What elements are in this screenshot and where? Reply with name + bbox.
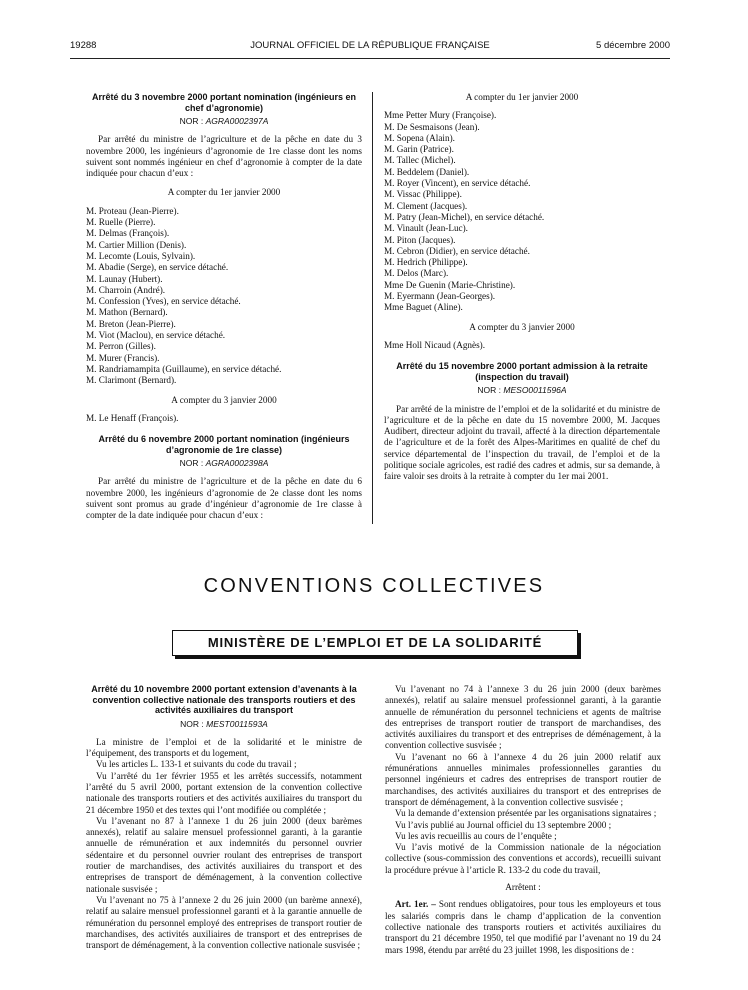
list-item: M. Vinault (Jean-Luc). <box>384 223 468 234</box>
left-column-bottom <box>86 684 362 951</box>
list-item: M. Ruelle (Pierre). <box>86 217 156 228</box>
list-item: M. Hedrich (Philippe). <box>384 257 468 268</box>
list-item: M. De Sesmaisons (Jean). <box>384 121 480 132</box>
issue-date: 5 décembre 2000 <box>596 40 670 51</box>
list-item: M. Cebron (Didier), en service détaché. <box>384 245 530 256</box>
list-item: Mme Baguet (Aline). <box>384 302 463 313</box>
list-item: M. Confession (Yves), en service détaché. <box>86 296 241 307</box>
paragraph: Vu les articles L. 133-1 et suivants du code du travail ; <box>96 759 297 770</box>
article-1-names-2 <box>86 413 362 424</box>
article-label: Art. 1er. – <box>395 899 436 910</box>
list-item: M. Lecomte (Louis, Sylvain). <box>86 250 196 261</box>
header-rule <box>70 58 670 59</box>
paragraph: Vu la demande d’extension présentée par les organisations signataires ; <box>395 808 657 819</box>
list-item: M. Delos (Marc). <box>384 268 449 279</box>
list-item: M. Piton (Jacques). <box>384 234 456 245</box>
arretent-label: Arrêtent : <box>505 882 541 893</box>
left-column-top <box>86 92 362 522</box>
list-item: M. Patry (Jean-Michel), en service détaché. <box>384 211 545 222</box>
list-item: M. Charroin (André). <box>86 284 166 295</box>
article-1-body: Par arrêté du ministre de l’agriculture et de la pêche en date du 3 novembre 2000, les ingénieurs d’agronomie de 1re classe dont les noms suivent sont nommés ingénieur en chef d’agronomie à compter de la date indiquée pour chacun d’eux : <box>86 134 362 179</box>
article-1-names-1 <box>86 206 362 387</box>
paragraph: Vu l’avenant no 66 à l’annexe 4 du 26 juin 2000 relatif aux rémunérations annuelles minimales professionnelles garanties du personnel ingénieurs et cadres des entreprises de transport routier de marchandises, des activités auxiliaires du transport et des entreprises de transport de déménagement, à la convention collective susvisée ; <box>385 751 661 807</box>
article-4-nor: NOR : MEST0011593A <box>180 718 268 729</box>
list-item: M. Abadie (Serge), en service détaché. <box>86 262 229 273</box>
article-2-title: Arrêté du 6 novembre 2000 portant nomination (ingénieurs d’agronomie de 1re classe) <box>98 434 350 455</box>
ministry-banner: MINISTÈRE DE L’EMPLOI ET DE LA SOLIDARITÉ <box>172 630 578 656</box>
section-heading: CONVENTIONS COLLECTIVES <box>203 575 545 597</box>
column-divider <box>372 92 373 524</box>
list-item: M. Garin (Patrice). <box>384 144 454 155</box>
list-item: M. Eyermann (Jean-Georges). <box>384 291 496 302</box>
paragraph: Vu l’avenant no 75 à l’annexe 2 du 26 juin 2000 (un barème annexé), relatif au salaire mensuel professionnel garanti et à la garantie annuelle de rémunération du personnel employé des entreprises de transport routier de marchandises, des activités auxiliaires de transport et des entreprises de transport de déménagement, à la convention collective nationale susvisée ; <box>86 894 362 951</box>
list-item: M. Perron (Gilles). <box>86 341 156 352</box>
article-1-subheading-2: A compter du 3 janvier 2000 <box>171 394 277 405</box>
right-subheading-1: A compter du 1er janvier 2000 <box>465 92 579 102</box>
paragraph: Vu l’arrêté du 1er février 1955 et les arrêtés successifs, notamment l’arrêté du 5 avril 2000, portant extension de la convention collective nationale des transports routiers et des activités auxiliaires du transport du 21 décembre 1950 et des textes qui l’ont modifiée ou complétée ; <box>86 770 362 815</box>
paragraph: Vu les avis recueillis au cours de l’enquête ; <box>395 830 557 841</box>
right-column-top <box>384 92 660 483</box>
right-names-1 <box>384 110 660 313</box>
page-header <box>70 40 670 54</box>
list-item: M. Proteau (Jean-Pierre). <box>86 205 179 216</box>
article-3-nor: NOR : MESO0011596A <box>477 385 567 396</box>
journal-title: JOURNAL OFFICIEL DE LA RÉPUBLIQUE FRANÇAISE <box>250 40 490 51</box>
article-1-subheading-1: A compter du 1er janvier 2000 <box>167 187 281 198</box>
list-item: M. Delmas (François). <box>86 228 170 239</box>
article-text: Sont rendues obligatoires, pour tous les employeurs et tous les salariés compris dans le champ d’application de la convention collective nationale des transports routiers et activités auxiliaires du transport du 21 décembre 1950, tel que modifié par l’avenant no 19 du 24 mars 1998, étendu par arrêté du 23 juillet 1998, les dispositions de : <box>385 899 661 955</box>
article-1-title: Arrêté du 3 novembre 2000 portant nomination (ingénieurs en chef d’agronomie) <box>91 92 357 113</box>
list-item: M. Randriamampita (Guillaume), en service détaché. <box>86 363 282 374</box>
list-item: Mme De Guenin (Marie-Christine). <box>384 279 516 290</box>
right-names-2 <box>384 340 660 351</box>
article-2-nor: NOR : AGRA0002398A <box>179 458 269 469</box>
list-item: M. Tallec (Michel). <box>384 155 456 166</box>
article-3-body: Par arrêté de la ministre de l’emploi et de la solidarité et du ministre de l’agriculture et de la pêche en date du 15 novembre 2000, M. Jacques Audibert, directeur adjoint du travail, affecté à la direction départementale de l’agriculture et de la forêt des Alpes-Maritimes en qualité de chef du service départemental de l’inspection du travail, de l’emploi et de la politique sociale agricoles, est radié des cadres et admis, sur sa demande, à faire valoir ses droits à la retraite à compter du 1er mai 2001. <box>384 403 660 482</box>
list-item: M. Breton (Jean-Pierre). <box>86 318 176 329</box>
article-2-body: Par arrêté du ministre de l’agriculture et de la pêche en date du 6 novembre 2000, les ingénieurs d’agronomie de 2e classe dont les noms suivent sont promus au grade d’ingénieur d’agronomie de 1re classe à compter de la date indiquée pour chacun d’eux : <box>86 476 362 521</box>
list-item: M. Clarimont (Bernard). <box>86 375 177 386</box>
list-item: M. Royer (Vincent), en service détaché. <box>384 178 531 189</box>
list-item: M. Murer (Francis). <box>86 352 160 363</box>
article-1-provision <box>385 899 661 955</box>
paragraph: Vu l’avenant no 87 à l’annexe 1 du 26 juin 2000 (deux barèmes annexés), relatif au salaire mensuel professionnel garanti, à la garantie annuelle de rémunération et aux indemnités du personnel ouvrier sédentaire et du personnel ouvrier roulant des entreprises de transport routier de marchandises, des activités auxiliaires du transport et des entreprises de transport de déménagement, à la convention collective nationale susvisée ; <box>86 815 362 894</box>
list-item: M. Mathon (Bernard). <box>86 307 168 318</box>
right-column-bottom <box>385 684 661 956</box>
right-subheading-2: A compter du 3 janvier 2000 <box>469 321 575 332</box>
page-number: 19288 <box>70 40 97 51</box>
list-item: M. Viot (Maclou), en service détaché. <box>86 330 226 341</box>
paragraph: La ministre de l’emploi et de la solidarité et le ministre de l’équipement, des transports et du logement, <box>86 736 362 759</box>
list-item: M. Sopena (Alain). <box>384 132 455 143</box>
list-item: M. Le Henaff (François). <box>86 412 179 423</box>
list-item: M. Vissac (Philippe). <box>384 189 462 200</box>
paragraph: Vu l’avenant no 74 à l’annexe 3 du 26 juin 2000 (deux barèmes annexés), relatif au salaire mensuel professionnel garanti, à la garantie annuelle de rémunération du personnel techniciens et agents de maîtrise des entreprises de transport routier de transport de marchandises, des activités auxiliaires du transport et des entreprises de déménagement, à la convention collective susvisée ; <box>385 684 661 751</box>
article-3-title: Arrêté du 15 novembre 2000 portant admission à la retraite (inspection du travail) <box>396 361 648 382</box>
paragraph: Vu l’avis motivé de la Commission nationale de la négociation collective (sous-commission des conventions et accords), recueilli suivant la procédure prévue à l’article R. 133-2 du code du travail, <box>385 842 661 875</box>
list-item: M. Launay (Hubert). <box>86 273 163 284</box>
list-item: M. Beddelem (Daniel). <box>384 166 470 177</box>
paragraph: Vu l’avis publié au Journal officiel du 13 septembre 2000 ; <box>395 819 612 830</box>
article-1-nor: NOR : AGRA0002397A <box>179 116 269 126</box>
list-item: M. Cartier Million (Denis). <box>86 239 187 250</box>
list-item: Mme Holl Nicaud (Agnès). <box>384 339 486 350</box>
list-item: M. Clement (Jacques). <box>384 200 468 211</box>
article-4-title: Arrêté du 10 novembre 2000 portant extension d’avenants à la convention collective nationale des transports routiers et des activités auxiliaires du transport <box>91 684 357 715</box>
list-item: Mme Petter Mury (Françoise). <box>384 110 497 121</box>
